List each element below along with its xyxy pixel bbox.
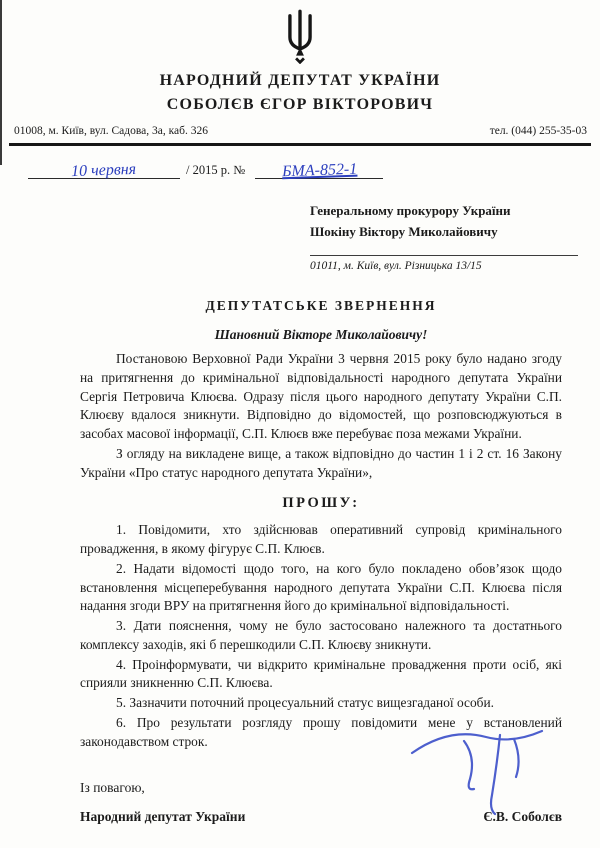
handwritten-number: БМА-852-1 <box>281 160 358 181</box>
recipient-title: Генеральному прокурору України <box>310 203 511 218</box>
salutation: Шановний Вікторе Миколайовичу! <box>214 327 428 342</box>
trident-emblem-icon <box>0 0 600 69</box>
ref-year-label: / 2015 р. № <box>186 163 246 177</box>
closing-block <box>80 780 562 825</box>
request-item: 1. Повідомити, хто здійснював оперативний супровід кримінального провадження, в якому фігурує С.П. Клюєв. <box>80 522 562 557</box>
scan-artifact <box>0 0 2 165</box>
header-address-row <box>9 125 591 146</box>
document-title: ДЕПУТАТСЬКЕ ЗВЕРНЕННЯ <box>205 298 437 313</box>
paragraph: Постановою Верховної Ради України 3 червня 2015 року було надано згоду на притягнення до кримінальної відповідальності народного депутата України Сергія Петровича Клюєва. Одразу після цього народного депутату України С.П. Клюєву вдалося зникнути. Відповідно до відомостей, що розповсюджуються в засобах масової інформації, С.П. Клюєв вже перебуває поза межами України. <box>80 351 562 442</box>
header-address: 01008, м. Київ, вул. Садова, 3а, каб. 326 <box>14 125 208 137</box>
request-list <box>80 521 562 751</box>
number-blank-line <box>255 160 383 179</box>
reference-line <box>28 160 600 179</box>
recipient-name: Шокіну Віктору Миколайовичу <box>310 224 498 239</box>
body-paragraphs <box>80 350 562 482</box>
recipient-divider <box>310 255 578 256</box>
paragraph: З огляду на викладене вище, а також відповідно до частин 1 і 2 ст. 16 Закону України «Про статус народного депутата України», <box>80 445 562 480</box>
recipient-block <box>310 203 578 272</box>
handwritten-date: 10 червня <box>71 160 137 181</box>
header-name: СОБОЛЄВ ЄГОР ВІКТОРОВИЧ <box>166 96 434 113</box>
header-phone: тел. (044) 255-35-03 <box>489 125 587 137</box>
signer-name: Є.В. Соболєв <box>483 808 562 824</box>
date-blank-line <box>28 160 180 179</box>
request-heading: ПРОШУ: <box>282 495 360 512</box>
closing-regards: Із повагою, <box>80 779 145 795</box>
request-item: 6. Про результати розгляду прошу повідомити мене у встановлений законодавством строк. <box>80 715 562 749</box>
closing-position: Народний депутат України <box>80 808 246 824</box>
recipient-address: 01011, м. Київ, вул. Різницька 13/15 <box>310 260 482 272</box>
request-item: 5. Зазначити поточний процесуальний статус вищезгаданої особи. <box>116 695 494 711</box>
request-item: 2. Надати відомості щодо того, на кого було покладено обов’язок щодо встановлення місцеперебування народного депутата України С.П. Клюєва після надання згоди ВРУ на притягнення його до кримінальної відповідальності. <box>80 560 562 614</box>
request-item: 3. Дати пояснення, чому не було застосовано належного та достатнього комплексу заходів, які б перешкодили С.П. Клюєву зникнути. <box>80 618 562 652</box>
request-item: 4. Проінформувати, чи відкрито кримінальне провадження проти осіб, які сприяли зникненню С.П. Клюєва. <box>80 656 562 691</box>
header-title: НАРОДНИЙ ДЕПУТАТ УКРАЇНИ <box>159 72 441 89</box>
